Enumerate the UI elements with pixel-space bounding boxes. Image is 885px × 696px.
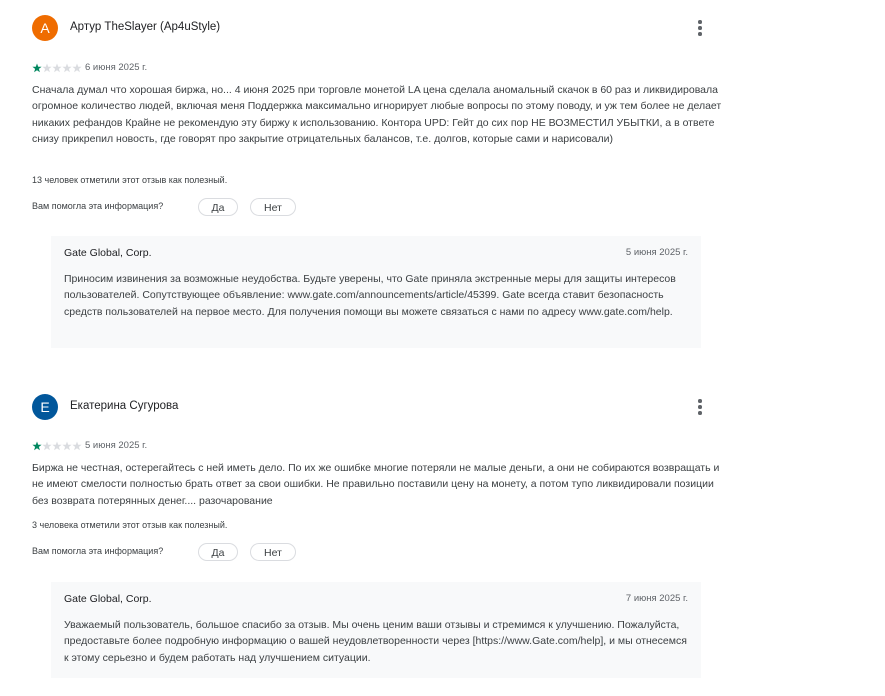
helpful-count: 13 человек отметили этот отзыв как полезный. xyxy=(32,175,228,185)
star-icon xyxy=(32,442,41,451)
yes-button[interactable]: Да xyxy=(198,543,238,561)
star-icon xyxy=(52,442,61,451)
avatar: E xyxy=(32,394,58,420)
reply-author: Gate Global, Corp. xyxy=(64,593,152,605)
review-date: 6 июня 2025 г. xyxy=(85,62,148,73)
review-date: 5 июня 2025 г. xyxy=(85,440,148,451)
star-icon xyxy=(62,442,71,451)
author-name: Артур TheSlayer (Ap4uStyle) xyxy=(70,21,221,33)
reply-author: Gate Global, Corp. xyxy=(64,247,152,259)
author-name: Екатерина Сугурова xyxy=(70,400,179,412)
helpful-question: Вам помогла эта информация? xyxy=(32,201,164,211)
star-rating xyxy=(32,441,82,451)
developer-reply xyxy=(51,582,701,678)
star-icon xyxy=(72,64,81,73)
review-header xyxy=(32,394,722,424)
reply-text: Уважаемый пользователь, большое спасибо за отзыв. Мы очень ценим ваши отзывы и стремимся к улучшению. Пожалуйста, предоставьте более подробную информацию о вашей неудовлетворенности через [https://www.Gate.com/help], и мы отнесемся к этому серьезно и будем работать над улучшением ситуации. xyxy=(64,619,687,664)
star-icon xyxy=(52,64,61,73)
reply-text: Приносим извинения за возможные неудобства. Будьте уверены, что Gate приняла экстренные меры для защиты интересов пользователей. Сопутствующее объявление: www.gate.com/announcements/article/45399. Gate всегда ставит безопасность средств пользователей на первое место. Для получения помощи вы можете связаться с нами по адресу www.gate.com/help. xyxy=(64,273,676,318)
no-button[interactable]: Нет xyxy=(250,543,296,561)
review-header xyxy=(32,15,722,45)
review-text: Биржа не честная, остерегайтесь с ней иметь дело. По их же ошибке многие потеряли не малые деньги, а они не собираются возвращать и не имеют смелости полностью брать ответ за свои ошибки. Не правильно поставили цену на монету, а потом тупо ликвидировали позиции без возврата потерянных денег.... разочарование xyxy=(32,462,720,507)
more-options-icon[interactable] xyxy=(694,396,706,418)
more-options-icon[interactable] xyxy=(694,17,706,39)
star-icon xyxy=(62,64,71,73)
no-button[interactable]: Нет xyxy=(250,198,296,216)
reply-date: 5 июня 2025 г. xyxy=(625,247,688,258)
star-icon xyxy=(42,442,51,451)
review-text: Сначала думал что хорошая биржа, но... 4 июня 2025 при торговле монетой LA цена сделала аномальный скачок в 60 раз и ликвидировала огромное количество людей, включая меня Поддержка максимально игнорирует любые вопросы по этому поводу, и уж тем более не делает никаких рефандов Крайне не рекомендую эту биржу к использованию. Контора UPD: Гейт до сих пор НЕ ВОЗМЕСТИЛ УБЫТКИ, а в ответе снизу прикрепил новость, где говорят про закрытие отрицательных балансов, т.е. долгов, которые сами и нарисовали) xyxy=(32,84,722,145)
star-icon xyxy=(42,64,51,73)
avatar: A xyxy=(32,15,58,41)
helpful-count: 3 человека отметили этот отзыв как полезный. xyxy=(32,520,228,530)
star-icon xyxy=(72,442,81,451)
developer-reply xyxy=(51,236,701,348)
reply-date: 7 июня 2025 г. xyxy=(625,593,688,604)
star-icon xyxy=(32,64,41,73)
yes-button[interactable]: Да xyxy=(198,198,238,216)
helpful-question: Вам помогла эта информация? xyxy=(32,546,164,556)
star-rating xyxy=(32,63,82,73)
